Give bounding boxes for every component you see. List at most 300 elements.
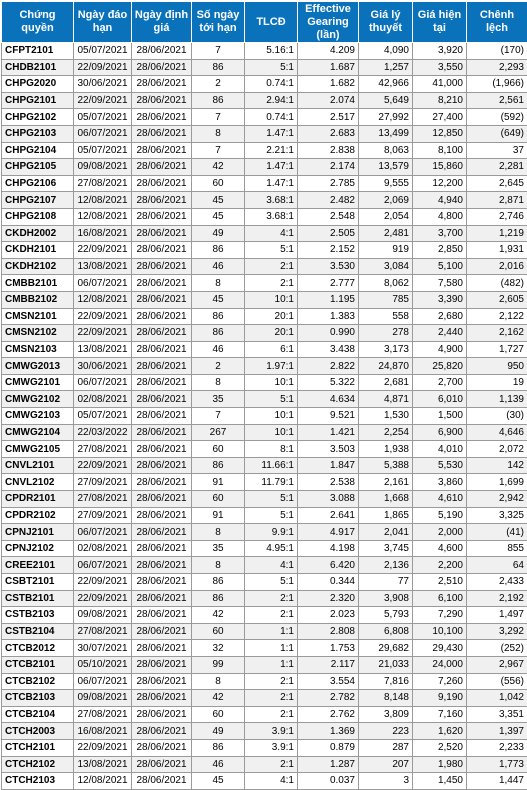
cell-conversion-ratio: 5:1 (245, 391, 298, 408)
cell-warrant-code: CMBB2101 (2, 275, 74, 292)
cell-warrant-code: CMSN2102 (2, 325, 74, 342)
cell-maturity-date: 27/08/2021 (74, 491, 132, 508)
cell-days-to-maturity: 86 (192, 59, 245, 76)
cell-current-price: 6,900 (413, 424, 467, 441)
table-row (2, 59, 527, 76)
cell-current-price: 25,820 (413, 358, 467, 375)
table-row (2, 507, 527, 524)
cell-days-to-maturity: 42 (192, 690, 245, 707)
cell-conversion-ratio: 8:1 (245, 441, 298, 458)
table-header-row (2, 2, 527, 43)
cell-theoretical-price: 8,148 (359, 690, 413, 707)
table-row (2, 491, 527, 508)
cell-current-price: 4,610 (413, 491, 467, 508)
cell-theoretical-price: 3,809 (359, 706, 413, 723)
cell-conversion-ratio: 2:1 (245, 275, 298, 292)
cell-theoretical-price: 2,161 (359, 474, 413, 491)
cell-maturity-date: 13/08/2021 (74, 258, 132, 275)
cell-maturity-date: 16/08/2021 (74, 723, 132, 740)
cell-warrant-code: CTCB2012 (2, 640, 74, 657)
cell-warrant-code: CMWG2102 (2, 391, 74, 408)
cell-effective-gearing: 1.847 (298, 457, 359, 474)
cell-valuation-date: 28/06/2021 (132, 43, 192, 60)
cell-current-price: 4,010 (413, 441, 467, 458)
cell-current-price: 5,100 (413, 258, 467, 275)
cell-conversion-ratio: 6:1 (245, 341, 298, 358)
cell-theoretical-price: 13,499 (359, 125, 413, 142)
cell-conversion-ratio: 2:1 (245, 706, 298, 723)
cell-effective-gearing: 6.420 (298, 557, 359, 574)
cell-effective-gearing: 2.777 (298, 275, 359, 292)
cell-valuation-date: 28/06/2021 (132, 507, 192, 524)
table-row (2, 773, 527, 790)
cell-effective-gearing: 2.174 (298, 159, 359, 176)
cell-warrant-code: CTCB2104 (2, 706, 74, 723)
header-effective-gearing: Effective Gearing (lần) (298, 2, 359, 43)
cell-conversion-ratio: 2:1 (245, 673, 298, 690)
cell-warrant-code: CKDH2002 (2, 225, 74, 242)
cell-difference: 4,646 (467, 424, 527, 441)
cell-current-price: 15,860 (413, 159, 467, 176)
cell-warrant-code: CTCB2101 (2, 656, 74, 673)
cell-difference: 2,162 (467, 325, 527, 342)
cell-days-to-maturity: 7 (192, 142, 245, 159)
cell-conversion-ratio: 1.47:1 (245, 159, 298, 176)
cell-warrant-code: CTCH2003 (2, 723, 74, 740)
cell-days-to-maturity: 35 (192, 391, 245, 408)
cell-maturity-date: 06/07/2021 (74, 557, 132, 574)
cell-warrant-code: CTCH2101 (2, 739, 74, 756)
header-difference: Chênh lệch (467, 2, 527, 43)
cell-difference: 1,497 (467, 607, 527, 624)
cell-days-to-maturity: 8 (192, 557, 245, 574)
cell-days-to-maturity: 42 (192, 159, 245, 176)
table-row (2, 590, 527, 607)
cell-warrant-code: CTCB2103 (2, 690, 74, 707)
cell-effective-gearing: 2.505 (298, 225, 359, 242)
cell-theoretical-price: 6,808 (359, 623, 413, 640)
cell-maturity-date: 06/07/2021 (74, 374, 132, 391)
cell-current-price: 3,920 (413, 43, 467, 60)
cell-valuation-date: 28/06/2021 (132, 125, 192, 142)
table-row (2, 474, 527, 491)
table-row (2, 706, 527, 723)
cell-valuation-date: 28/06/2021 (132, 640, 192, 657)
cell-maturity-date: 30/06/2021 (74, 76, 132, 93)
cell-current-price: 2,200 (413, 557, 467, 574)
table-row (2, 557, 527, 574)
cell-effective-gearing: 2.782 (298, 690, 359, 707)
table-row (2, 275, 527, 292)
cell-effective-gearing: 3.554 (298, 673, 359, 690)
cell-valuation-date: 28/06/2021 (132, 175, 192, 192)
cell-effective-gearing: 2.641 (298, 507, 359, 524)
cell-warrant-code: CMWG2101 (2, 374, 74, 391)
table-row (2, 690, 527, 707)
cell-current-price: 7,260 (413, 673, 467, 690)
cell-difference: (649) (467, 125, 527, 142)
cell-current-price: 5,190 (413, 507, 467, 524)
cell-conversion-ratio: 10:1 (245, 408, 298, 425)
cell-warrant-code: CMWG2013 (2, 358, 74, 375)
cell-days-to-maturity: 86 (192, 92, 245, 109)
cell-conversion-ratio: 2:1 (245, 690, 298, 707)
cell-days-to-maturity: 60 (192, 623, 245, 640)
cell-warrant-code: CFPT2101 (2, 43, 74, 60)
cell-theoretical-price: 77 (359, 574, 413, 591)
cell-current-price: 29,430 (413, 640, 467, 657)
cell-valuation-date: 28/06/2021 (132, 76, 192, 93)
cell-difference: 3,351 (467, 706, 527, 723)
cell-effective-gearing: 0.344 (298, 574, 359, 591)
cell-effective-gearing: 2.548 (298, 208, 359, 225)
cell-conversion-ratio: 9.9:1 (245, 524, 298, 541)
cell-valuation-date: 28/06/2021 (132, 656, 192, 673)
cell-conversion-ratio: 0.74:1 (245, 109, 298, 126)
cell-theoretical-price: 1,938 (359, 441, 413, 458)
cell-current-price: 1,620 (413, 723, 467, 740)
cell-warrant-code: CNVL2102 (2, 474, 74, 491)
cell-theoretical-price: 1,530 (359, 408, 413, 425)
cell-valuation-date: 28/06/2021 (132, 706, 192, 723)
cell-theoretical-price: 42,966 (359, 76, 413, 93)
cell-current-price: 7,160 (413, 706, 467, 723)
cell-days-to-maturity: 86 (192, 739, 245, 756)
cell-days-to-maturity: 86 (192, 590, 245, 607)
cell-conversion-ratio: 5:1 (245, 574, 298, 591)
cell-difference: 1,042 (467, 690, 527, 707)
cell-maturity-date: 22/09/2021 (74, 325, 132, 342)
cell-theoretical-price: 287 (359, 739, 413, 756)
table-row (2, 524, 527, 541)
cell-days-to-maturity: 8 (192, 374, 245, 391)
cell-effective-gearing: 1.753 (298, 640, 359, 657)
cell-maturity-date: 27/08/2021 (74, 623, 132, 640)
cell-effective-gearing: 1.369 (298, 723, 359, 740)
cell-valuation-date: 28/06/2021 (132, 607, 192, 624)
cell-theoretical-price: 919 (359, 242, 413, 259)
cell-maturity-date: 06/07/2021 (74, 673, 132, 690)
table-row (2, 142, 527, 159)
cell-days-to-maturity: 8 (192, 673, 245, 690)
cell-days-to-maturity: 7 (192, 43, 245, 60)
cell-maturity-date: 22/09/2021 (74, 92, 132, 109)
cell-maturity-date: 22/09/2021 (74, 590, 132, 607)
cell-days-to-maturity: 45 (192, 773, 245, 790)
cell-valuation-date: 28/06/2021 (132, 142, 192, 159)
cell-maturity-date: 09/08/2021 (74, 159, 132, 176)
cell-warrant-code: CMWG2105 (2, 441, 74, 458)
cell-conversion-ratio: 4.95:1 (245, 540, 298, 557)
cell-maturity-date: 12/08/2021 (74, 208, 132, 225)
cell-days-to-maturity: 2 (192, 76, 245, 93)
table-row (2, 623, 527, 640)
cell-conversion-ratio: 2.94:1 (245, 92, 298, 109)
cell-conversion-ratio: 1:1 (245, 623, 298, 640)
cell-days-to-maturity: 8 (192, 524, 245, 541)
cell-theoretical-price: 3 (359, 773, 413, 790)
cell-conversion-ratio: 4:1 (245, 557, 298, 574)
table-row (2, 723, 527, 740)
cell-difference: 2,561 (467, 92, 527, 109)
cell-valuation-date: 28/06/2021 (132, 540, 192, 557)
cell-effective-gearing: 2.517 (298, 109, 359, 126)
cell-warrant-code: CHPG2101 (2, 92, 74, 109)
cell-conversion-ratio: 1:1 (245, 656, 298, 673)
cell-maturity-date: 22/09/2021 (74, 308, 132, 325)
cell-effective-gearing: 2.152 (298, 242, 359, 259)
cell-warrant-code: CHPG2105 (2, 159, 74, 176)
cell-valuation-date: 28/06/2021 (132, 159, 192, 176)
cell-effective-gearing: 1.195 (298, 291, 359, 308)
cell-days-to-maturity: 91 (192, 507, 245, 524)
cell-maturity-date: 05/10/2021 (74, 656, 132, 673)
cell-difference: 1,219 (467, 225, 527, 242)
header-conversion-ratio: TLCĐ (245, 2, 298, 43)
cell-maturity-date: 06/07/2021 (74, 275, 132, 292)
cell-maturity-date: 09/08/2021 (74, 690, 132, 707)
cell-conversion-ratio: 1.47:1 (245, 125, 298, 142)
cell-current-price: 1,450 (413, 773, 467, 790)
table-row (2, 258, 527, 275)
cell-current-price: 7,580 (413, 275, 467, 292)
cell-difference: 1,447 (467, 773, 527, 790)
cell-maturity-date: 06/07/2021 (74, 125, 132, 142)
cell-valuation-date: 28/06/2021 (132, 457, 192, 474)
cell-warrant-code: CHPG2102 (2, 109, 74, 126)
cell-theoretical-price: 5,388 (359, 457, 413, 474)
cell-conversion-ratio: 1:1 (245, 640, 298, 657)
table-row (2, 159, 527, 176)
cell-effective-gearing: 2.482 (298, 192, 359, 209)
cell-theoretical-price: 3,908 (359, 590, 413, 607)
cell-warrant-code: CNVL2101 (2, 457, 74, 474)
cell-valuation-date: 28/06/2021 (132, 424, 192, 441)
cell-maturity-date: 22/09/2021 (74, 242, 132, 259)
cell-difference: 1,727 (467, 341, 527, 358)
header-valuation-date: Ngày định giá (132, 2, 192, 43)
cell-current-price: 2,520 (413, 739, 467, 756)
cell-effective-gearing: 1.682 (298, 76, 359, 93)
cell-theoretical-price: 2,136 (359, 557, 413, 574)
cell-current-price: 4,900 (413, 341, 467, 358)
cell-conversion-ratio: 3.68:1 (245, 208, 298, 225)
cell-theoretical-price: 3,084 (359, 258, 413, 275)
cell-days-to-maturity: 46 (192, 341, 245, 358)
cell-theoretical-price: 2,041 (359, 524, 413, 541)
cell-current-price: 2,000 (413, 524, 467, 541)
cell-current-price: 1,500 (413, 408, 467, 425)
cell-maturity-date: 12/08/2021 (74, 773, 132, 790)
cell-valuation-date: 28/06/2021 (132, 242, 192, 259)
cell-maturity-date: 27/08/2021 (74, 175, 132, 192)
cell-conversion-ratio: 2:1 (245, 258, 298, 275)
cell-current-price: 2,440 (413, 325, 467, 342)
cell-maturity-date: 30/06/2021 (74, 358, 132, 375)
cell-valuation-date: 28/06/2021 (132, 690, 192, 707)
cell-difference: 2,281 (467, 159, 527, 176)
cell-difference: 2,871 (467, 192, 527, 209)
cell-conversion-ratio: 10:1 (245, 374, 298, 391)
cell-effective-gearing: 5.322 (298, 374, 359, 391)
cell-days-to-maturity: 49 (192, 723, 245, 740)
cell-effective-gearing: 1.421 (298, 424, 359, 441)
cell-theoretical-price: 2,681 (359, 374, 413, 391)
cell-days-to-maturity: 60 (192, 491, 245, 508)
cell-valuation-date: 28/06/2021 (132, 474, 192, 491)
table-row (2, 192, 527, 209)
cell-theoretical-price: 278 (359, 325, 413, 342)
cell-difference: 1,397 (467, 723, 527, 740)
table-row (2, 208, 527, 225)
cell-theoretical-price: 2,481 (359, 225, 413, 242)
cell-current-price: 8,100 (413, 142, 467, 159)
cell-days-to-maturity: 60 (192, 706, 245, 723)
table-row (2, 408, 527, 425)
cell-difference: 1,931 (467, 242, 527, 259)
cell-conversion-ratio: 3.9:1 (245, 723, 298, 740)
cell-conversion-ratio: 5:1 (245, 242, 298, 259)
cell-effective-gearing: 2.117 (298, 656, 359, 673)
cell-maturity-date: 27/08/2021 (74, 441, 132, 458)
cell-theoretical-price: 3,173 (359, 341, 413, 358)
table-body (2, 43, 527, 790)
table-row (2, 92, 527, 109)
cell-current-price: 12,200 (413, 175, 467, 192)
cell-conversion-ratio: 11.79:1 (245, 474, 298, 491)
cell-warrant-code: CPDR2101 (2, 491, 74, 508)
header-maturity-date: Ngày đáo hạn (74, 2, 132, 43)
cell-valuation-date: 28/06/2021 (132, 109, 192, 126)
cell-warrant-code: CREE2101 (2, 557, 74, 574)
cell-days-to-maturity: 45 (192, 192, 245, 209)
cell-valuation-date: 28/06/2021 (132, 756, 192, 773)
cell-conversion-ratio: 4:1 (245, 773, 298, 790)
header-days-to-maturity: Số ngày tới hạn (192, 2, 245, 43)
cell-valuation-date: 28/06/2021 (132, 92, 192, 109)
cell-difference: (1,966) (467, 76, 527, 93)
cell-difference: 37 (467, 142, 527, 159)
cell-days-to-maturity: 45 (192, 208, 245, 225)
cell-effective-gearing: 2.838 (298, 142, 359, 159)
cell-maturity-date: 13/08/2021 (74, 756, 132, 773)
cell-difference: 64 (467, 557, 527, 574)
cell-effective-gearing: 2.538 (298, 474, 359, 491)
table-row (2, 673, 527, 690)
cell-maturity-date: 22/09/2021 (74, 574, 132, 591)
cell-conversion-ratio: 1.47:1 (245, 175, 298, 192)
cell-warrant-code: CMSN2103 (2, 341, 74, 358)
table-row (2, 424, 527, 441)
cell-maturity-date: 02/08/2021 (74, 391, 132, 408)
cell-difference: (170) (467, 43, 527, 60)
cell-valuation-date: 28/06/2021 (132, 408, 192, 425)
cell-valuation-date: 28/06/2021 (132, 590, 192, 607)
cell-effective-gearing: 3.438 (298, 341, 359, 358)
cell-theoretical-price: 2,069 (359, 192, 413, 209)
table-row (2, 109, 527, 126)
cell-valuation-date: 28/06/2021 (132, 441, 192, 458)
cell-difference: 2,942 (467, 491, 527, 508)
cell-effective-gearing: 2.822 (298, 358, 359, 375)
cell-theoretical-price: 7,816 (359, 673, 413, 690)
cell-warrant-code: CHPG2107 (2, 192, 74, 209)
cell-theoretical-price: 558 (359, 308, 413, 325)
cell-theoretical-price: 27,992 (359, 109, 413, 126)
cell-current-price: 1,980 (413, 756, 467, 773)
warrant-table (1, 1, 527, 790)
cell-warrant-code: CHPG2106 (2, 175, 74, 192)
cell-warrant-code: CHPG2104 (2, 142, 74, 159)
cell-current-price: 2,700 (413, 374, 467, 391)
cell-days-to-maturity: 91 (192, 474, 245, 491)
cell-effective-gearing: 2.785 (298, 175, 359, 192)
cell-warrant-code: CTCH2103 (2, 773, 74, 790)
table-row (2, 656, 527, 673)
table-row (2, 325, 527, 342)
cell-theoretical-price: 1,668 (359, 491, 413, 508)
cell-warrant-code: CHDB2101 (2, 59, 74, 76)
cell-warrant-code: CSTB2104 (2, 623, 74, 640)
cell-maturity-date: 22/09/2021 (74, 59, 132, 76)
table-row (2, 457, 527, 474)
cell-days-to-maturity: 86 (192, 308, 245, 325)
header-warrant-code: Chứng quyền (2, 2, 74, 43)
cell-current-price: 4,800 (413, 208, 467, 225)
cell-difference: 2,016 (467, 258, 527, 275)
cell-maturity-date: 30/07/2021 (74, 640, 132, 657)
cell-days-to-maturity: 86 (192, 574, 245, 591)
cell-current-price: 5,530 (413, 457, 467, 474)
cell-valuation-date: 28/06/2021 (132, 291, 192, 308)
cell-conversion-ratio: 2:1 (245, 756, 298, 773)
cell-difference: 19 (467, 374, 527, 391)
cell-valuation-date: 28/06/2021 (132, 358, 192, 375)
cell-warrant-code: CMWG2103 (2, 408, 74, 425)
cell-theoretical-price: 3,745 (359, 540, 413, 557)
cell-effective-gearing: 1.687 (298, 59, 359, 76)
cell-maturity-date: 16/08/2021 (74, 225, 132, 242)
cell-conversion-ratio: 4:1 (245, 225, 298, 242)
table-row (2, 358, 527, 375)
cell-valuation-date: 28/06/2021 (132, 208, 192, 225)
cell-days-to-maturity: 60 (192, 175, 245, 192)
cell-effective-gearing: 2.762 (298, 706, 359, 723)
cell-difference: 2,072 (467, 441, 527, 458)
cell-days-to-maturity: 60 (192, 441, 245, 458)
cell-valuation-date: 28/06/2021 (132, 59, 192, 76)
cell-difference: (30) (467, 408, 527, 425)
cell-difference: (556) (467, 673, 527, 690)
cell-warrant-code: CMBB2102 (2, 291, 74, 308)
cell-conversion-ratio: 20:1 (245, 308, 298, 325)
cell-days-to-maturity: 7 (192, 408, 245, 425)
cell-maturity-date: 06/07/2021 (74, 524, 132, 541)
cell-current-price: 3,700 (413, 225, 467, 242)
cell-maturity-date: 27/09/2021 (74, 474, 132, 491)
cell-difference: 2,192 (467, 590, 527, 607)
cell-valuation-date: 28/06/2021 (132, 374, 192, 391)
cell-conversion-ratio: 5:1 (245, 59, 298, 76)
cell-effective-gearing: 0.037 (298, 773, 359, 790)
cell-current-price: 2,850 (413, 242, 467, 259)
cell-difference: 1,699 (467, 474, 527, 491)
cell-warrant-code: CPDR2102 (2, 507, 74, 524)
cell-current-price: 24,000 (413, 656, 467, 673)
cell-current-price: 9,190 (413, 690, 467, 707)
cell-current-price: 12,850 (413, 125, 467, 142)
cell-difference: 1,773 (467, 756, 527, 773)
